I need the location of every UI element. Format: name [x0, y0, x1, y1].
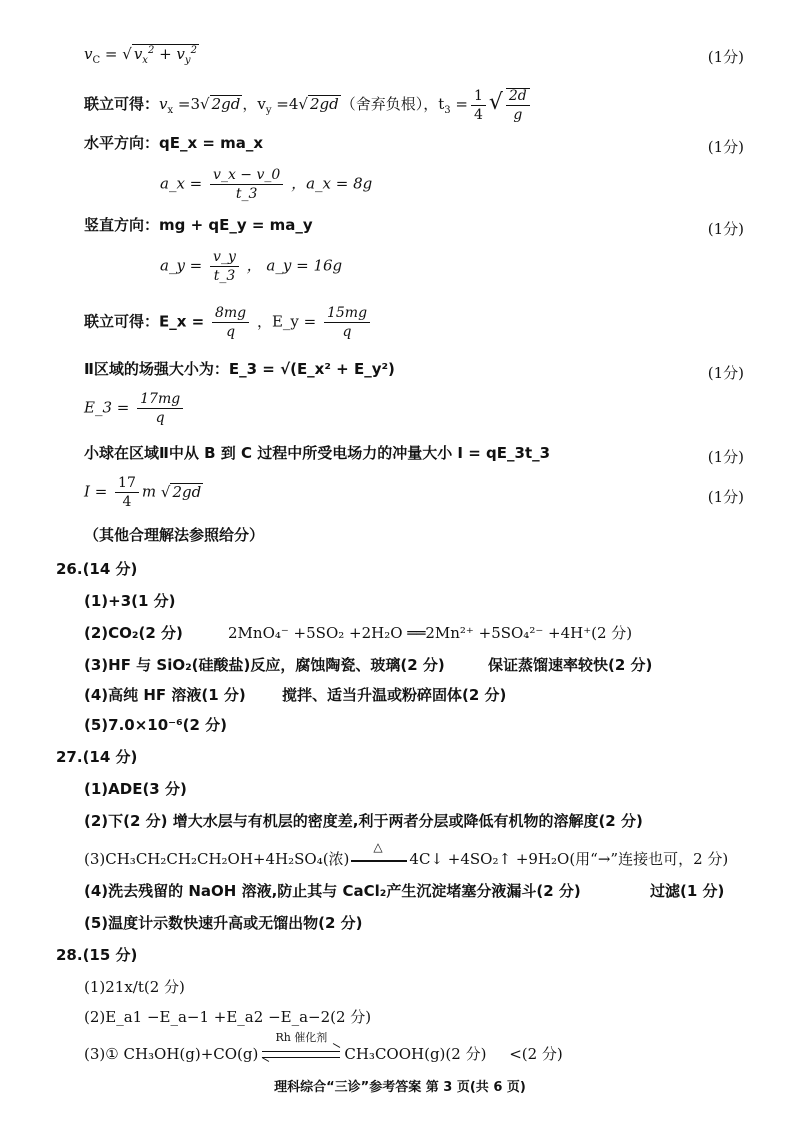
- eq-ax: a_x = $\frac{v\_x - v\_0}{t\_3}$ ，a_x = 8g: [160, 167, 373, 202]
- q28-item-3: (3)① CH₃OH(g)+CO(g) Rh 催化剂 CH₃COOH(g)(2 分) <(2 分): [84, 1031, 563, 1063]
- eq-impulse: 小球在区域Ⅱ中从 B 到 C 过程中所受电场力的冲量大小 I = qE_3t_3: [84, 444, 551, 462]
- q26-item-4-extra: 搅拌、适当升温或粉碎固体(2 分): [282, 686, 507, 704]
- q26-item-5: (5)7.0×10⁻⁶(2 分): [84, 716, 228, 734]
- q27-item-5: (5)温度计示数快速升高或无馏出物(2 分): [84, 914, 363, 932]
- q28-item-1: (1)21x/t(2 分): [84, 978, 185, 996]
- q27-item-4-extra: 过滤(1 分): [650, 882, 725, 900]
- page-footer: 理科综合“三诊”参考答案 第 3 页(共 6 页): [274, 1080, 526, 1095]
- score-l3: (1分): [707, 138, 744, 156]
- eq-impulse-value: I = $\frac{17}{4}$ m √ 2gd: [84, 475, 202, 510]
- score-l10: (1分): [707, 448, 744, 466]
- eq-combined-vx-vy: 联立可得：$v_x =3√$ 2gd ，$v_y =4√$ 2gd （舍弃负根），$t_3$ = $\frac{1}{4}$ √ $\frac{2d}{g}$: [84, 88, 533, 122]
- q26-item-4: (4)高纯 HF 溶液(1 分): [84, 686, 246, 704]
- eq-ex-ey: 联立可得：E_x = $\frac{8mg}{q}$ ，E_y = $\frac{15mg}{q}$: [84, 306, 373, 339]
- eq-vertical: 竖直方向：mg + qE_y = ma_y: [84, 216, 313, 234]
- q28-header: 28.(15 分): [56, 946, 138, 964]
- score-l8: (1分): [707, 364, 744, 382]
- q26-item-2-equation: 2MnO₄⁻ +5SO₂ +2H₂O ══2Mn²⁺ +5SO₄²⁻ +4H⁺(2 分): [228, 624, 633, 642]
- q26-item-2: (2)CO₂(2 分): [84, 624, 183, 642]
- q27-header: 27.(14 分): [56, 748, 138, 766]
- q27-item-1: (1)ADE(3 分): [84, 780, 187, 798]
- eq-horizontal: 水平方向：qE_x = ma_x: [84, 134, 264, 152]
- q28-item-2: (2)E_a1 −E_a−1 +E_a2 −E_a−2(2 分): [84, 1008, 372, 1026]
- q26-item-3-extra: 保证蒸馏速率较快(2 分): [488, 656, 653, 674]
- q27-item-3: (3)CH₃CH₂CH₂CH₂OH+4H₂SO₄(浓) △ 4C↓ +4SO₂↑ +9H₂O(用“→”连接也可，2 分): [84, 840, 729, 868]
- q26-item-3: (3)HF 与 SiO₂(硅酸盐)反应，腐蚀陶瓷、玻璃(2 分): [84, 656, 445, 674]
- eq-vc: $v_C$ = √ $v_x^2 + v_y^2$: [84, 45, 197, 66]
- eq-e3-magnitude: Ⅱ区域的场强大小为：E_3 = √(E_x² + E_y²): [84, 360, 395, 378]
- equilibrium-arrow: Rh 催化剂: [262, 1046, 340, 1064]
- q26-header: 26.(14 分): [56, 560, 138, 578]
- score-l1: (1分): [707, 48, 744, 66]
- score-l5: (1分): [707, 220, 744, 238]
- other-methods-note: （其他合理解法参照给分）: [84, 526, 265, 544]
- heat-reaction-arrow: △: [351, 853, 407, 867]
- q26-item-1: (1)+3(1 分): [84, 592, 176, 610]
- eq-ay: a_y = $\frac{v\_y}{t\_3}$ ， a_y = 16g: [160, 249, 343, 284]
- q27-item-4: (4)洗去残留的 NaOH 溶液,防止其与 CaCl₂产生沉淀堵塞分液漏斗(2 分): [84, 882, 581, 900]
- q27-item-2: (2)下(2 分) 增大水层与有机层的密度差,利于两者分层或降低有机物的溶解度(2 分): [84, 812, 643, 830]
- score-l11: (1分): [707, 488, 744, 506]
- eq-e3: E_3 = $\frac{17mg}{q}$: [84, 392, 186, 425]
